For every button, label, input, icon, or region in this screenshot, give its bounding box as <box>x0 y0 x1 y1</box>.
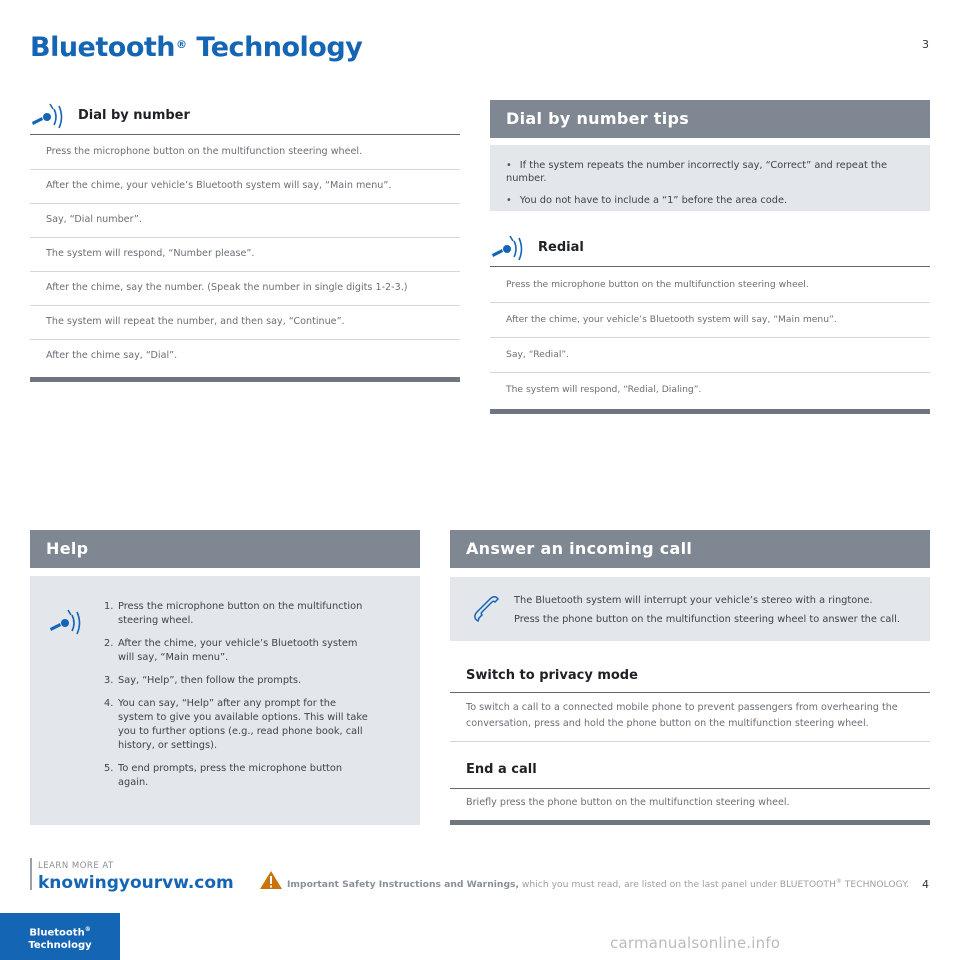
section-tab-bluetooth[interactable]: Bluetooth® Technology <box>0 913 120 960</box>
warning-icon <box>259 870 283 890</box>
end-call-header <box>450 756 930 789</box>
help-list <box>104 600 374 799</box>
list-item: After the chime say, “Dial”. <box>46 350 178 361</box>
dial-by-number-steps <box>30 136 460 382</box>
list-item: The system will repeat the number, and then say, “Continue”. <box>30 306 460 340</box>
answer-call-header: Answer an incoming call <box>450 530 930 568</box>
help-panel <box>30 576 420 825</box>
learn-more-label: LEARN MORE AT <box>38 861 114 871</box>
section-end-bar <box>450 820 930 825</box>
list-item: 4. You can say, “Help” after any prompt for the system to give you available options. This will take you to further options (e.g., read phone book, call history, or settings). <box>104 698 368 751</box>
phone-icon <box>470 591 500 625</box>
end-call-heading: End a call <box>466 762 537 777</box>
privacy-header <box>450 660 930 693</box>
list-item: After the chime, say the number. (Speak the number in single digits 1-2-3.) <box>30 272 460 306</box>
answer-call-line1: The Bluetooth system will interrupt your vehicle’s stereo with a ringtone. <box>514 595 873 606</box>
microphone-icon <box>490 232 532 262</box>
section-end-bar <box>490 409 930 414</box>
end-call-text: Briefly press the phone button on the multifunction steering wheel. <box>466 797 790 808</box>
page-title: Bluetooth® Technology <box>30 32 363 63</box>
divider <box>450 741 930 742</box>
page-number-bottom: 4 <box>922 878 929 891</box>
list-item: Press the microphone button on the multifunction steering wheel. <box>490 268 930 303</box>
section-end-bar <box>30 377 460 382</box>
list-item: Press the microphone button on the multifunction steering wheel. <box>30 136 460 170</box>
watermark: carmanualsonline.info <box>610 934 781 952</box>
list-item: 1. Press the microphone button on the multifunction steering wheel. <box>104 601 363 626</box>
tips-header: Dial by number tips <box>490 100 930 138</box>
answer-call-panel <box>450 577 930 641</box>
privacy-text: To switch a call to a connected mobile phone to prevent passengers from overhearing the conversation, press and hold the phone button on the multifunction steering wheel. <box>466 702 898 729</box>
list-item: Say, “Dial number”. <box>30 204 460 238</box>
microphone-icon <box>30 100 72 130</box>
microphone-icon <box>48 606 90 636</box>
list-item: 3. Say, “Help”, then follow the prompts. <box>104 675 302 686</box>
list-item: • If the system repeats the number incorrectly say, “Correct” and repeat the number. <box>506 159 914 185</box>
redial-steps <box>490 268 930 414</box>
list-item: 2. After the chime, your vehicle’s Bluetooth system will say, “Main menu”. <box>104 638 358 663</box>
website-link[interactable]: knowingyourvw.com <box>38 873 234 893</box>
list-item: Say, “Redial”. <box>490 338 930 373</box>
list-item: After the chime, your vehicle’s Bluetooth system will say, “Main menu”. <box>490 303 930 338</box>
redial-heading: Redial <box>538 240 584 255</box>
dial-by-number-heading: Dial by number <box>78 108 190 123</box>
list-item: • You do not have to include a “1” before the area code. <box>506 194 914 207</box>
safety-notice: Important Safety Instructions and Warnings, which you must read, are listed on the last panel under BLUETOOTH® TECHNOLOGY. <box>287 878 909 891</box>
tips-panel <box>490 145 930 211</box>
answer-call-line2: Press the phone button on the multifunction steering wheel to answer the call. <box>514 614 900 625</box>
privacy-heading: Switch to privacy mode <box>466 668 638 683</box>
page-number-top: 3 <box>922 38 929 51</box>
list-item: The system will respond, “Redial, Dialing”. <box>506 384 702 395</box>
help-header: Help <box>30 530 420 568</box>
list-item: After the chime, your vehicle’s Bluetooth system will say, “Main menu”. <box>30 170 460 204</box>
list-item: The system will respond, “Number please”. <box>30 238 460 272</box>
dial-by-number-header <box>30 100 460 135</box>
footer-rule <box>30 858 32 890</box>
list-item: 5. To end prompts, press the microphone button again. <box>104 763 343 788</box>
redial-header <box>490 232 930 267</box>
